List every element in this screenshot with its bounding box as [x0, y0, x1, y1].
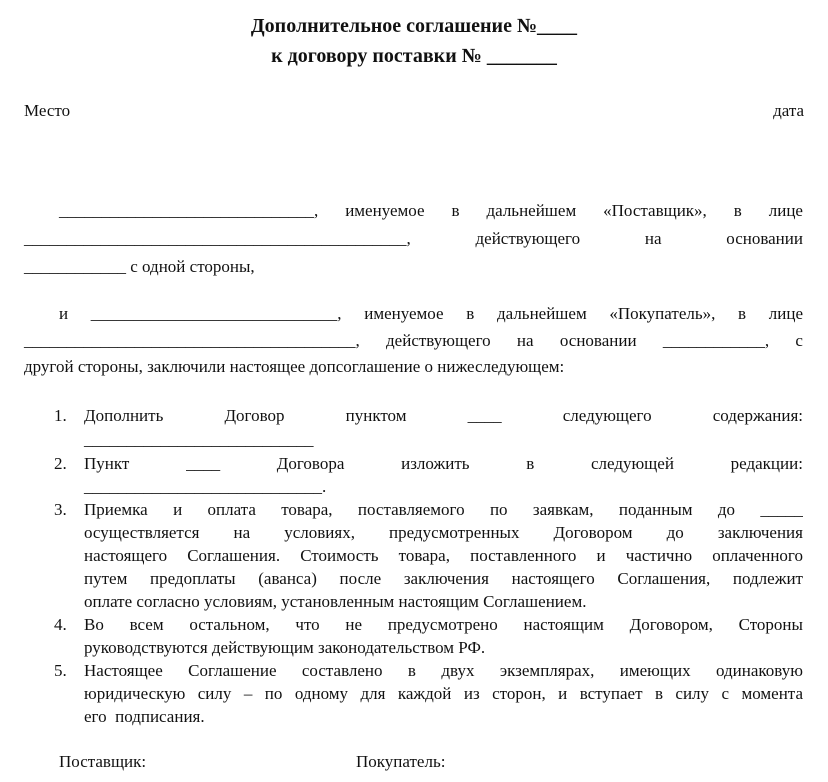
word: что — [295, 615, 320, 634]
word: Договором — [553, 523, 633, 542]
document-title-line-2: к договору поставки № _______ — [271, 45, 557, 67]
word: после — [339, 569, 382, 588]
word: «Покупатель», — [609, 304, 716, 323]
word: _____ — [760, 500, 803, 519]
word: в — [407, 661, 416, 680]
item-number: 4. — [54, 615, 67, 634]
word: именуемое — [364, 304, 444, 323]
item-5-line-2 — [84, 683, 803, 704]
word: Стоимость — [300, 546, 379, 565]
word: и — [59, 304, 69, 323]
word: основании — [726, 229, 803, 248]
word: Соглашения. — [187, 546, 281, 565]
word: поставленного — [470, 546, 577, 565]
word: действующего — [475, 229, 581, 248]
item-3-line-5: оплате согласно условиям, установленным настоящим Соглашением. — [84, 592, 587, 611]
word: ______________________________, — [59, 201, 319, 220]
word: товара, — [281, 500, 333, 519]
word: сторон, — [492, 684, 546, 703]
item-3-line-2 — [84, 522, 803, 543]
word: предусмотренных — [389, 523, 520, 542]
word: (аванса) — [258, 569, 317, 588]
item-5-line-1 — [84, 660, 803, 681]
word: оплата — [207, 500, 256, 519]
word: Дополнить — [84, 406, 164, 425]
word: оплаченного — [712, 546, 803, 565]
word: дальнейшем — [496, 304, 587, 323]
word: дальнейшем — [486, 201, 577, 220]
word: момента — [741, 684, 803, 703]
word: ____ — [186, 454, 221, 473]
word: заключения — [717, 523, 803, 542]
word: Соглашение — [188, 661, 277, 680]
item-1-line-2: ___________________________ — [84, 430, 314, 449]
word: поданным — [618, 500, 693, 519]
buyer-clause-line-1 — [59, 303, 803, 324]
word: каждой — [397, 684, 452, 703]
word: _____________________________________________, — [24, 229, 411, 248]
word: остальном, — [189, 615, 270, 634]
item-number: 2. — [54, 454, 67, 473]
word: силу — [197, 684, 232, 703]
word: в — [451, 201, 460, 220]
buyer-clause-line-3: другой стороны, заключили настоящее допсоглашение о нижеследующем: — [24, 357, 565, 376]
supplier-signature-label: Поставщик: — [59, 752, 147, 771]
word: в — [526, 454, 535, 473]
word: на — [233, 523, 251, 542]
word: и — [596, 546, 606, 565]
word: заявкам, — [532, 500, 594, 519]
word: Договор — [224, 406, 285, 425]
word: настоящим — [523, 615, 604, 634]
word: на — [516, 331, 534, 350]
word: в — [466, 304, 475, 323]
place-label: Место — [24, 101, 71, 120]
word: Настоящее — [84, 661, 163, 680]
word: предусмотрено — [387, 615, 498, 634]
item-1-line-1 — [84, 405, 803, 426]
word: экземплярах, — [499, 661, 595, 680]
word: _______________________________________, — [24, 331, 360, 350]
word: «Поставщик», — [603, 201, 707, 220]
word: в — [738, 304, 747, 323]
item-number: 3. — [54, 500, 67, 519]
word: юридическую — [84, 684, 186, 703]
word: на — [644, 229, 662, 248]
word: поставляемого — [357, 500, 465, 519]
word: одинаковую — [715, 661, 803, 680]
word: двух — [441, 661, 475, 680]
word: именуемое — [345, 201, 425, 220]
item-5-line-3: его подписания. — [84, 707, 205, 726]
word: пунктом — [345, 406, 407, 425]
word: условиях, — [284, 523, 355, 542]
word: – — [243, 684, 253, 703]
word: вступает — [579, 684, 643, 703]
word: настоящего — [84, 546, 168, 565]
word: и — [173, 500, 183, 519]
word: Стороны — [738, 615, 803, 634]
word: Соглашения, — [617, 569, 711, 588]
supplier-clause-line-2 — [24, 228, 803, 249]
supplier-clause-line-3: ____________ с одной стороны, — [24, 257, 255, 276]
word: _____________________________, — [90, 304, 342, 323]
word: предоплаты — [150, 569, 236, 588]
word: с — [721, 684, 730, 703]
item-number: 1. — [54, 406, 67, 425]
word: одному — [294, 684, 349, 703]
word: составлено — [301, 661, 383, 680]
word: ____________, — [662, 331, 770, 350]
buyer-signature-label: Покупатель: — [356, 752, 446, 771]
word: до — [717, 500, 736, 519]
word: для — [360, 684, 386, 703]
supplier-clause-line-1 — [59, 200, 803, 221]
word: заключения — [403, 569, 489, 588]
item-3-line-4 — [84, 568, 803, 589]
word: содержания: — [712, 406, 803, 425]
word: лице — [768, 304, 803, 323]
word: Во — [84, 615, 104, 634]
word: по — [489, 500, 508, 519]
word: ____ — [467, 406, 502, 425]
word: из — [463, 684, 480, 703]
word: в — [654, 684, 663, 703]
word: следующей — [590, 454, 674, 473]
item-3-line-1 — [84, 499, 803, 520]
word: действующего — [386, 331, 491, 350]
word: в — [733, 201, 742, 220]
word: товара, — [398, 546, 450, 565]
word: путем — [84, 569, 128, 588]
word: основании — [559, 331, 637, 350]
date-label: дата — [773, 101, 804, 120]
word: редакции: — [730, 454, 803, 473]
item-4-line-2: руководствуются действующим законодательством РФ. — [84, 638, 486, 657]
word: имеющих — [619, 661, 691, 680]
buyer-clause-line-2 — [24, 330, 803, 351]
word: силу — [675, 684, 710, 703]
item-4-line-1 — [84, 614, 803, 635]
word: Договора — [276, 454, 345, 473]
word: Пункт — [84, 454, 130, 473]
item-2-line-2: ____________________________. — [84, 477, 327, 496]
word: по — [264, 684, 283, 703]
word: частично — [625, 546, 693, 565]
word: осуществляется — [84, 523, 200, 542]
document-title-line-1: Дополнительное соглашение №____ — [250, 15, 578, 37]
word: лице — [768, 201, 803, 220]
word: до — [666, 523, 684, 542]
word: настоящего — [511, 569, 595, 588]
item-number: 5. — [54, 661, 67, 680]
word: не — [345, 615, 363, 634]
word: Приемка — [84, 500, 148, 519]
item-3-line-3 — [84, 545, 803, 566]
word: подлежит — [732, 569, 803, 588]
item-2-line-1 — [84, 453, 803, 474]
word: и — [558, 684, 568, 703]
word: следующего — [562, 406, 652, 425]
word: всем — [129, 615, 164, 634]
word: Договором, — [629, 615, 713, 634]
word: с — [795, 331, 803, 350]
word: изложить — [401, 454, 470, 473]
